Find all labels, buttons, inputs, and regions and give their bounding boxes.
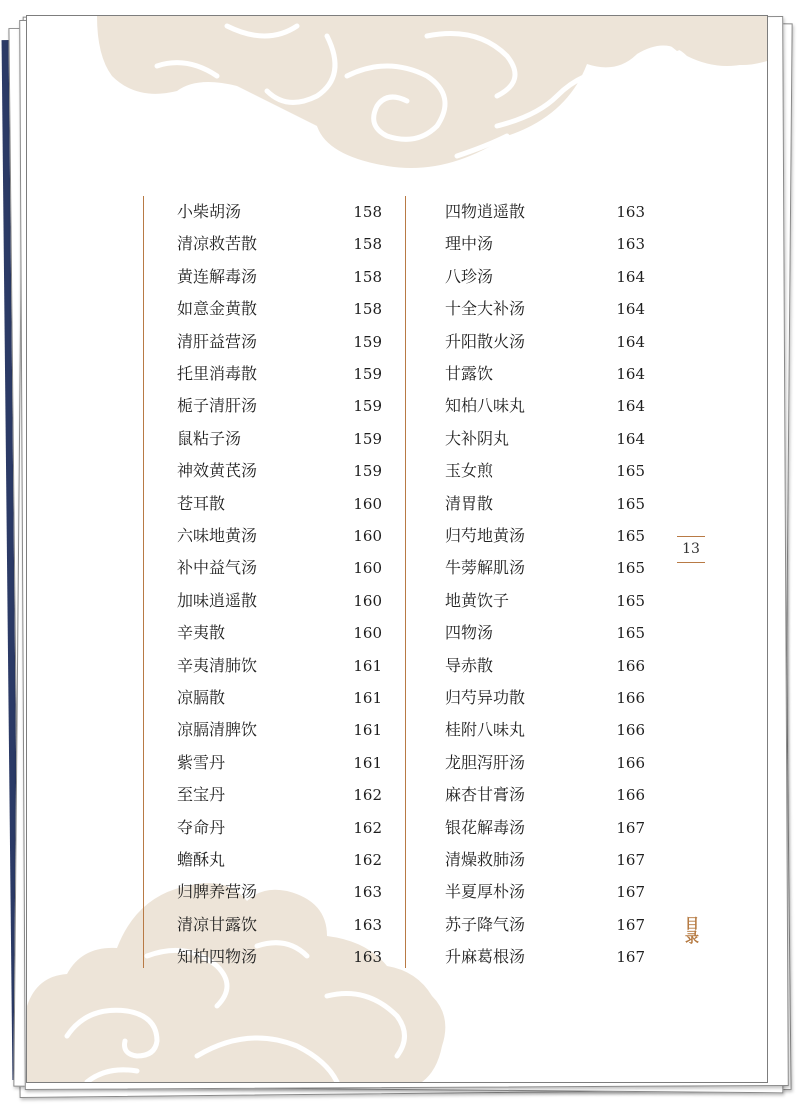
toc-entry[interactable] [177, 423, 382, 455]
toc-entry[interactable] [445, 714, 645, 746]
toc-entry-page: 163 [616, 203, 645, 221]
toc-entry-title: 半夏厚朴汤 [445, 882, 526, 902]
toc-entry-title: 至宝丹 [177, 785, 226, 805]
toc-entry-page: 164 [616, 300, 645, 319]
toc-entry-title: 蟾酥丸 [177, 850, 226, 869]
toc-entry-page: 165 [616, 494, 645, 513]
toc-entry-title: 六味地黄汤 [177, 526, 258, 545]
toc-entry-page: 167 [616, 883, 645, 902]
toc-entry-page: 159 [353, 365, 382, 383]
toc-entry[interactable] [445, 779, 645, 811]
toc-entry-title: 八珍汤 [445, 266, 494, 286]
toc-entry[interactable] [177, 585, 382, 617]
toc-entry-page: 164 [616, 267, 645, 286]
toc-entry-title: 苏子降气汤 [445, 914, 526, 934]
toc-entry-title: 归脾养营汤 [177, 882, 258, 902]
toc-entry-page: 158 [353, 235, 382, 254]
toc-entry[interactable] [445, 812, 645, 844]
toc-entry[interactable] [177, 650, 382, 682]
toc-entry-page: 162 [353, 786, 382, 805]
toc-entry-title: 苍耳散 [177, 493, 226, 513]
toc-entry-title: 理中汤 [445, 234, 494, 254]
toc-entry-title: 栀子清肝汤 [177, 396, 258, 416]
toc-entry[interactable] [177, 390, 382, 422]
toc-entry-title: 清肝益营汤 [177, 331, 258, 351]
page-number: 13 [682, 541, 700, 557]
toc-entry[interactable] [445, 909, 645, 941]
toc-entry-page: 167 [616, 915, 645, 934]
page-number-rule-top [677, 536, 705, 537]
toc-entry[interactable] [445, 326, 645, 358]
toc-entry-page: 163 [353, 883, 382, 902]
toc-entry-page: 160 [353, 559, 382, 578]
toc-entry-page: 158 [353, 203, 382, 221]
toc-entry-page: 166 [616, 786, 645, 805]
page-number-rule-bottom [677, 562, 705, 563]
toc-entry[interactable] [445, 585, 645, 617]
toc-entry-title: 补中益气汤 [177, 558, 258, 578]
toc-entry-title: 凉膈散 [177, 688, 226, 707]
column-divider-line [405, 196, 406, 968]
toc-entry[interactable] [445, 455, 645, 487]
toc-entry-title: 麻杏甘膏汤 [445, 785, 526, 805]
toc-entry[interactable] [445, 488, 645, 520]
page-number-box [677, 536, 705, 562]
toc-entry-title: 清燥救肺汤 [445, 850, 526, 869]
toc-entry-page: 162 [353, 818, 382, 837]
toc-entry[interactable] [177, 520, 382, 552]
toc-entry-title: 清凉救苦散 [177, 234, 258, 254]
toc-entry[interactable] [177, 326, 382, 358]
toc-entry-page: 163 [353, 948, 382, 967]
toc-entry[interactable] [445, 520, 645, 552]
column-divider-line [143, 196, 144, 968]
toc-entry[interactable] [177, 812, 382, 844]
toc-entry-title: 如意金黄散 [177, 299, 258, 319]
toc-entry[interactable] [445, 423, 645, 455]
toc-entry-page: 162 [353, 851, 382, 869]
toc-entry-page: 159 [353, 429, 382, 448]
toc-entry-title: 升麻葛根汤 [445, 947, 526, 967]
toc-entry[interactable] [177, 844, 382, 876]
toc-entry-title: 归芍地黄汤 [445, 526, 526, 545]
toc-entry-page: 167 [616, 948, 645, 967]
toc-entry-title: 托里消毒散 [177, 364, 258, 383]
toc-entry-page: 159 [353, 397, 382, 416]
section-label: 目录 [683, 916, 699, 944]
toc-entry-page: 166 [616, 689, 645, 707]
toc-entry[interactable] [177, 293, 382, 325]
toc-entry-page: 165 [616, 462, 645, 481]
toc-entry-page: 164 [616, 365, 645, 383]
toc-entry[interactable] [177, 196, 382, 228]
toc-entry-page: 160 [353, 527, 382, 545]
toc-entry-title: 夺命丹 [177, 817, 226, 837]
toc-entry-page: 161 [353, 656, 382, 675]
toc-entry-page: 166 [616, 721, 645, 740]
toc-entry-page: 164 [616, 332, 645, 351]
toc-entry-title: 桂附八味丸 [445, 720, 526, 740]
toc-entry-title: 知柏四物汤 [177, 947, 258, 967]
toc-entry[interactable] [177, 876, 382, 908]
toc-entry-page: 161 [353, 721, 382, 740]
toc-entry-title: 大补阴丸 [445, 428, 510, 448]
toc-entry-page: 158 [353, 300, 382, 319]
toc-entry-title: 升阳散火汤 [445, 331, 526, 351]
toc-entry-page: 163 [616, 235, 645, 254]
toc-entry-page: 164 [616, 429, 645, 448]
toc-entry-page: 160 [353, 624, 382, 643]
toc-entry-title: 导赤散 [445, 655, 494, 675]
toc-entry-title: 紫雪丹 [177, 752, 226, 772]
toc-entry-page: 164 [616, 397, 645, 416]
toc-entry-page: 166 [616, 656, 645, 675]
toc-entry-title: 四物汤 [445, 623, 494, 643]
toc-entry[interactable] [445, 747, 645, 779]
toc-entry-title: 龙胆泻肝汤 [445, 752, 526, 772]
toc-entry-title: 清胃散 [445, 493, 494, 513]
toc-entry-title: 辛夷散 [177, 623, 226, 643]
toc-entry-title: 凉膈清脾饮 [177, 720, 258, 740]
toc-entry-title: 地黄饮子 [445, 590, 510, 610]
toc-entry-title: 牛蒡解肌汤 [445, 558, 526, 578]
toc-entry[interactable] [177, 909, 382, 941]
toc-entry-title: 加味逍遥散 [177, 590, 258, 610]
toc-entry[interactable] [445, 844, 645, 876]
toc-entry[interactable] [177, 228, 382, 260]
toc-entry[interactable] [445, 390, 645, 422]
toc-entry-page: 165 [616, 527, 645, 545]
toc-entry-page: 160 [353, 591, 382, 610]
toc-entry[interactable] [445, 682, 645, 714]
toc-entry-page: 165 [616, 559, 645, 578]
toc-entry[interactable] [177, 941, 382, 973]
toc-entry[interactable] [177, 747, 382, 779]
toc-entry[interactable] [445, 358, 645, 390]
toc-entry-title: 小柴胡汤 [177, 202, 242, 221]
toc-entry-page: 163 [353, 915, 382, 934]
toc-entry[interactable] [177, 779, 382, 811]
toc-entry[interactable] [177, 358, 382, 390]
toc-entry-page: 166 [616, 753, 645, 772]
toc-entry-page: 165 [616, 624, 645, 643]
toc-entry-title: 十全大补汤 [445, 299, 526, 319]
toc-entry[interactable] [445, 876, 645, 908]
toc-entry[interactable] [177, 552, 382, 584]
toc-entry-title: 鼠粘子汤 [177, 428, 242, 448]
book-page [26, 15, 768, 1083]
toc-entry-title: 清凉甘露饮 [177, 914, 258, 934]
toc-entry[interactable] [445, 293, 645, 325]
toc-entry[interactable] [445, 941, 645, 973]
toc-entry[interactable] [445, 650, 645, 682]
toc-entry[interactable] [177, 617, 382, 649]
toc-entry-page: 161 [353, 753, 382, 772]
toc-entry-title: 银花解毒汤 [445, 817, 526, 837]
toc-entry-title: 四物逍遥散 [445, 202, 526, 221]
toc-entry-page: 165 [616, 591, 645, 610]
toc-entry[interactable] [177, 682, 382, 714]
toc-entry-title: 黄连解毒汤 [177, 266, 258, 286]
toc-entry[interactable] [177, 714, 382, 746]
toc-entry-title: 知柏八味丸 [445, 396, 526, 416]
toc-entry-title: 辛夷清肺饮 [177, 655, 258, 675]
toc-entry-page: 158 [353, 267, 382, 286]
toc-entry-page: 167 [616, 818, 645, 837]
toc-entry-title: 归芍异功散 [445, 688, 526, 707]
toc-entry[interactable] [445, 261, 645, 293]
toc-entry-page: 161 [353, 689, 382, 707]
toc-entry-page: 159 [353, 462, 382, 481]
toc-entry[interactable] [177, 455, 382, 487]
toc-entry[interactable] [177, 488, 382, 520]
toc-entry-page: 159 [353, 332, 382, 351]
cloud-ornament-top [27, 16, 767, 216]
toc-entry[interactable] [445, 552, 645, 584]
toc-entry[interactable] [177, 261, 382, 293]
toc-entry[interactable] [445, 228, 645, 260]
toc-entry-title: 甘露饮 [445, 364, 494, 383]
toc-entry-title: 神效黄芪汤 [177, 461, 258, 481]
toc-entry-page: 167 [616, 851, 645, 869]
toc-entry-page: 160 [353, 494, 382, 513]
toc-entry[interactable] [445, 196, 645, 228]
toc-entry[interactable] [445, 617, 645, 649]
toc-entry-title: 玉女煎 [445, 461, 494, 481]
